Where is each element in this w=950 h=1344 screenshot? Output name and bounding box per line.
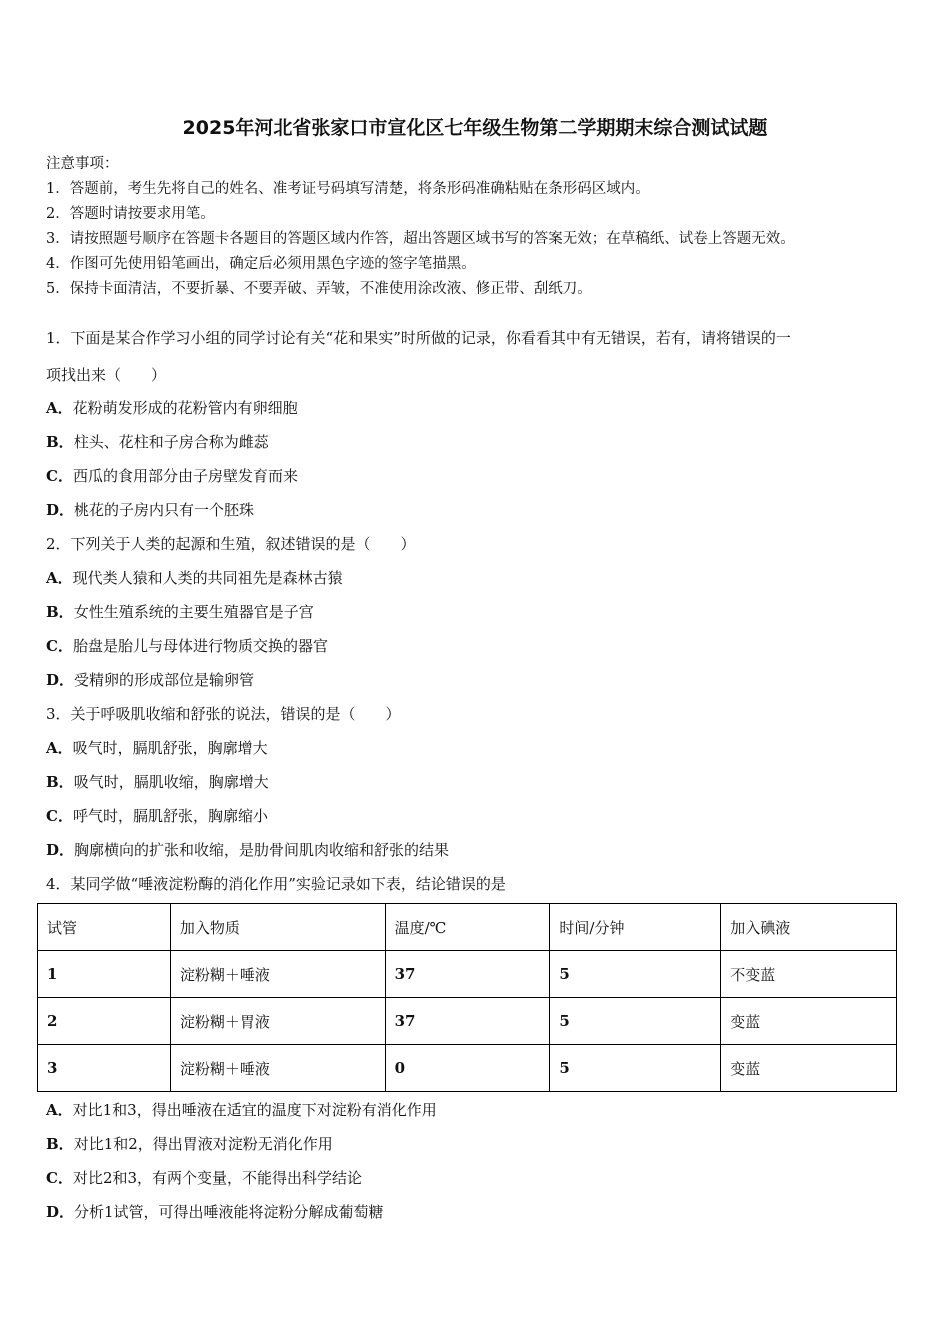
- table-row: [38, 951, 897, 998]
- table-header-cell: 时间/分钟: [550, 904, 721, 951]
- experiment-table: [37, 903, 897, 1092]
- notice-item: 1．答题前，考生先将自己的姓名、准考证号码填写清楚，将条形码准确粘贴在条形码区域内。: [46, 181, 650, 197]
- notice-heading: 注意事项：: [46, 156, 119, 172]
- option-letter: C．: [46, 467, 73, 485]
- table-cell: 0: [385, 1045, 550, 1092]
- option-text: 分析1试管，可得出唾液能将淀粉分解成葡萄糖: [74, 1203, 384, 1221]
- table-cell: 淀粉糊＋胃液: [170, 998, 385, 1045]
- table-header-row: [38, 904, 897, 951]
- table-header-cell: 试管: [38, 904, 171, 951]
- question-4-option-a: [46, 1099, 437, 1120]
- option-text: 西瓜的食用部分由子房壁发育而来: [72, 467, 298, 485]
- notice-item: 2．答题时请按要求用笔。: [46, 206, 215, 222]
- table-cell: 淀粉糊＋唾液: [170, 951, 385, 998]
- question-3-option-c: [46, 805, 268, 826]
- question-1-option-a: [46, 397, 298, 418]
- notice-item: 5．保持卡面清洁，不要折暴、不要弄破、弄皱，不准使用涂改液、修正带、刮纸刀。: [46, 281, 592, 297]
- table-cell: 变蓝: [721, 1045, 897, 1092]
- option-text: 柱头、花柱和子房合称为雌蕊: [73, 433, 269, 451]
- option-text: 女性生殖系统的主要生殖器官是子宫: [73, 603, 314, 621]
- table-cell: 淀粉糊＋唾液: [170, 1045, 385, 1092]
- option-text: 呼气时，膈肌舒张，胸廓缩小: [72, 807, 268, 825]
- option-text: 胎盘是胎儿与母体进行物质交换的器官: [72, 637, 328, 655]
- option-letter: A．: [46, 1101, 73, 1119]
- question-3-option-d: [46, 839, 449, 860]
- question-4-stem: 4．某同学做“唾液淀粉酶的消化作用”实验记录如下表，结论错误的是: [46, 875, 506, 893]
- option-letter: B．: [46, 773, 74, 791]
- option-letter: D．: [46, 671, 75, 689]
- option-letter: D．: [46, 1203, 75, 1221]
- question-4-option-b: [46, 1133, 333, 1154]
- table-row: [38, 998, 897, 1045]
- table-cell: 5: [550, 951, 721, 998]
- question-1-stem: 1．下面是某合作学习小组的同学讨论有关“花和果实”时所做的记录，你看看其中有无错误，若有，请将错误的一: [46, 329, 791, 347]
- page-title: 2025年河北省张家口市宣化区七年级生物第二学期期末综合测试试题: [182, 117, 768, 139]
- option-letter: B．: [46, 603, 74, 621]
- option-letter: B．: [46, 433, 74, 451]
- table-cell: 37: [385, 998, 550, 1045]
- option-letter: A．: [46, 569, 73, 587]
- question-1-option-d: [46, 499, 254, 520]
- option-text: 桃花的子房内只有一个胚珠: [74, 501, 255, 519]
- question-1-stem-cont: 项找出来（ ）: [46, 366, 167, 384]
- question-4-option-c: [46, 1167, 362, 1188]
- question-3-option-a: [46, 737, 268, 758]
- option-text: 现代类人猿和人类的共同祖先是森林古猿: [72, 569, 343, 587]
- question-3-stem: 3．关于呼吸肌收缩和舒张的说法，错误的是（ ）: [46, 705, 401, 723]
- table-cell: 2: [38, 998, 171, 1045]
- option-text: 对比1和3，得出唾液在适宜的温度下对淀粉有消化作用: [72, 1101, 437, 1119]
- option-letter: A．: [46, 399, 73, 417]
- question-1-option-c: [46, 465, 298, 486]
- question-2-option-d: [46, 669, 254, 690]
- table-header-cell: 加入碘液: [721, 904, 897, 951]
- option-letter: D．: [46, 501, 75, 519]
- table-row: [38, 1045, 897, 1092]
- notice-item: 4．作图可先使用铅笔画出，确定后必须用黑色字迹的签字笔描黑。: [46, 256, 476, 272]
- table-cell: 变蓝: [721, 998, 897, 1045]
- notice-item: 3．请按照题号顺序在答题卡各题目的答题区域内作答，超出答题区域书写的答案无效；在草稿纸、试卷上答题无效。: [46, 231, 795, 247]
- question-2-option-a: [46, 567, 343, 588]
- option-text: 花粉萌发形成的花粉管内有卵细胞: [72, 399, 298, 417]
- option-text: 吸气时，膈肌舒张，胸廓增大: [72, 739, 268, 757]
- question-1-option-b: [46, 431, 269, 452]
- question-4-option-d: [46, 1201, 384, 1222]
- option-letter: D．: [46, 841, 75, 859]
- table-cell: 1: [38, 951, 171, 998]
- question-2-option-c: [46, 635, 328, 656]
- table-cell: 37: [385, 951, 550, 998]
- option-text: 吸气时，膈肌收缩，胸廓增大: [73, 773, 269, 791]
- option-text: 对比1和2，得出胃液对淀粉无消化作用: [73, 1135, 333, 1153]
- option-letter: C．: [46, 1169, 73, 1187]
- table-cell: 3: [38, 1045, 171, 1092]
- option-letter: B．: [46, 1135, 74, 1153]
- option-letter: A．: [46, 739, 73, 757]
- option-text: 胸廓横向的扩张和收缩，是肋骨间肌肉收缩和舒张的结果: [74, 841, 450, 859]
- table-cell: 5: [550, 998, 721, 1045]
- table-cell: 不变蓝: [721, 951, 897, 998]
- table-header-cell: 温度/℃: [385, 904, 550, 951]
- table-header-cell: 加入物质: [170, 904, 385, 951]
- table-cell: 5: [550, 1045, 721, 1092]
- option-text: 对比2和3，有两个变量，不能得出科学结论: [72, 1169, 363, 1187]
- option-text: 受精卵的形成部位是输卵管: [74, 671, 255, 689]
- question-2-stem: 2．下列关于人类的起源和生殖，叙述错误的是（ ）: [46, 535, 416, 553]
- question-3-option-b: [46, 771, 269, 792]
- option-letter: C．: [46, 637, 73, 655]
- option-letter: C．: [46, 807, 73, 825]
- question-2-option-b: [46, 601, 314, 622]
